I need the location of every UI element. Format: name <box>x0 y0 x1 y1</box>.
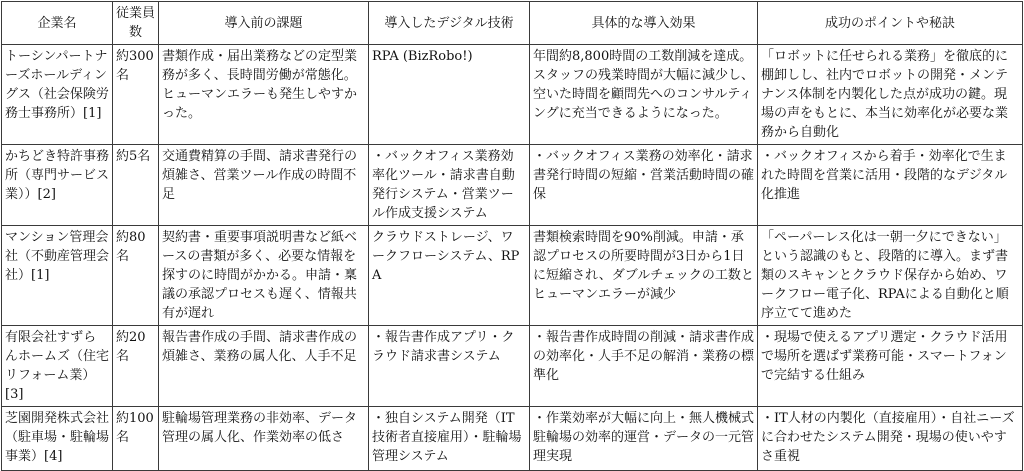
issue-cell: 交通費精算の手間、請求書発行の煩雑さ、営業ツール作成の時間不足 <box>159 145 369 226</box>
issue-cell: 報告書作成の手間、請求書作成の煩雑さ、業務の属人化、人手不足 <box>159 326 369 407</box>
tech-cell: RPA (BizRobo!) <box>369 45 530 145</box>
effect-cell: ・作業効率が大幅に向上・無人機械式駐輪場の効率的運営・データの一元管理実現 <box>530 407 758 471</box>
tech-cell: ・バックオフィス業務効率化ツール・請求書自動発行システム・営業ツール作成支援システム <box>369 145 530 226</box>
company-cell: 有限会社すずらんホームズ（住宅リフォーム業）[3] <box>2 326 113 407</box>
issue-cell: 駐輪場管理業務の非効率、データ管理の属人化、作業効率の低さ <box>159 407 369 471</box>
header-effect: 具体的な導入効果 <box>530 2 758 45</box>
employees-cell: 約300名 <box>113 45 159 145</box>
case-study-table <box>1 1 1023 471</box>
table-row <box>2 407 1023 471</box>
table-row <box>2 45 1023 145</box>
company-cell: トーシンパートナーズホールディングス（社会保険労務士事務所）[1] <box>2 45 113 145</box>
tech-cell: ・報告書作成アプリ・クラウド請求書システム <box>369 326 530 407</box>
header-point: 成功のポイントや秘訣 <box>758 2 1023 45</box>
effect-cell: ・バックオフィス業務の効率化・請求書発行時間の短縮・営業活動時間の確保 <box>530 145 758 226</box>
company-cell: 芝園開発株式会社（駐車場・駐輪場事業）[4] <box>2 407 113 471</box>
header-issue: 導入前の課題 <box>159 2 369 45</box>
table-row <box>2 326 1023 407</box>
header-employees: 従業員数 <box>113 2 159 45</box>
company-cell: マンション管理会社（不動産管理会社）[1] <box>2 226 113 326</box>
effect-cell: ・報告書作成時間の削減・請求書作成の効率化・人手不足の解消・業務の標準化 <box>530 326 758 407</box>
effect-cell: 書類検索時間を90%削減。申請・承認プロセスの所要時間が3日から1日に短縮され、ダブルチェックの工数とヒューマンエラーが減少 <box>530 226 758 326</box>
point-cell: 「ロボットに任せられる業務」を徹底的に棚卸しし、社内でロボットの開発・メンテナンス体制を内製化した点が成功の鍵。現場の声をもとに、本当に効率化が必要な業務から自動化 <box>758 45 1023 145</box>
tech-cell: クラウドストレージ、ワークフローシステム、RPA <box>369 226 530 326</box>
table-row <box>2 145 1023 226</box>
header-tech: 導入したデジタル技術 <box>369 2 530 45</box>
employees-cell: 約100名 <box>113 407 159 471</box>
employees-cell: 約80名 <box>113 226 159 326</box>
issue-cell: 契約書・重要事項説明書など紙ベースの書類が多く、必要な情報を探すのに時間がかかる。申請・稟議の承認プロセスも遅く、情報共有が遅れ <box>159 226 369 326</box>
issue-cell: 書類作成・届出業務などの定型業務が多く、長時間労働が常態化。ヒューマンエラーも発生しやすかった。 <box>159 45 369 145</box>
point-cell: ・IT人材の内製化（直接雇用）・自社ニーズに合わせたシステム開発・現場の使いやすさ重視 <box>758 407 1023 471</box>
point-cell: ・バックオフィスから着手・効率化で生まれた時間を営業に活用・段階的なデジタル化推進 <box>758 145 1023 226</box>
tech-cell: ・独自システム開発（IT技術者直接雇用）・駐輪場管理システム <box>369 407 530 471</box>
table-row <box>2 226 1023 326</box>
point-cell: 「ペーパーレス化は一朝一夕にできない」という認識のもと、段階的に導入。まず書類のスキャンとクラウド保存から始め、ワークフロー電子化、RPAによる自動化と順序立てて進めた <box>758 226 1023 326</box>
table-header-row <box>2 2 1023 45</box>
employees-cell: 約20名 <box>113 326 159 407</box>
employees-cell: 約5名 <box>113 145 159 226</box>
company-cell: かちどき特許事務所（専門サービス業））[2] <box>2 145 113 226</box>
header-company: 企業名 <box>2 2 113 45</box>
point-cell: ・現場で使えるアプリ選定・クラウド活用で場所を選ばず業務可能・スマートフォンで完結する仕組み <box>758 326 1023 407</box>
effect-cell: 年間約8,800時間の工数削減を達成。スタッフの残業時間が大幅に減少し、空いた時間を顧問先へのコンサルティングに充当できるようになった。 <box>530 45 758 145</box>
